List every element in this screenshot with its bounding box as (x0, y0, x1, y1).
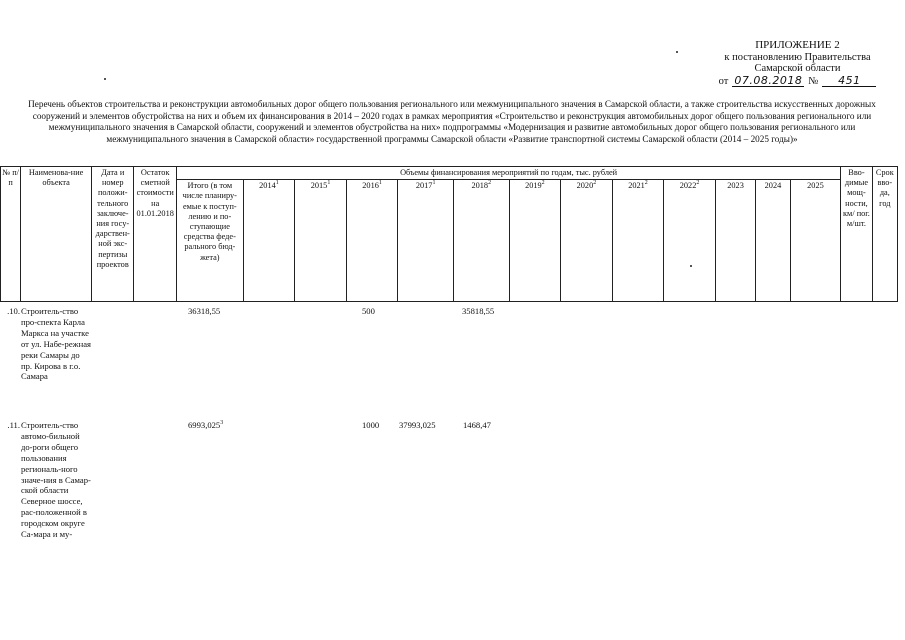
row-value-2018: 1468,47 (463, 420, 491, 430)
header-year-2017: 2017$^1$ (398, 180, 454, 302)
header-year-2016: 2016$^1$ (346, 180, 398, 302)
scan-speck (676, 51, 678, 53)
header-name: Наименова-ние объекта (21, 167, 92, 302)
row-number: .11. (7, 420, 20, 430)
header-year-2014: 2014$^1$ (243, 180, 295, 302)
appendix-line-2: Самарской области (754, 63, 841, 74)
row-value-2018: 35818,55 (462, 306, 495, 316)
header-funding: Объемы финансирования мероприятий по годам, тыс. рублей (176, 167, 840, 180)
header-year-2024: 2024 (756, 180, 790, 302)
header-year-2021: 2021$^2$ (612, 180, 664, 302)
header-year-2018: 2018$^2$ (453, 180, 509, 302)
row-value-2016: 1000 (362, 420, 380, 430)
appendix-block (700, 40, 895, 87)
handwritten-date: 07.08.2018 (734, 73, 803, 87)
header-commissioned: Вво-димые мощ-ности, км/ пог. м/шт. (841, 167, 872, 302)
header-year-2020: 2020$^2$ (561, 180, 613, 302)
appendix-date-line (700, 75, 895, 88)
appendix-line-1: к постановлению Правительства (724, 51, 871, 63)
header-expertise-date: Дата и номер положи-тельного заключе-ния госу-дарствен-ной экс-пертизы проектов (92, 167, 134, 302)
header-year-2022: 2022$^2$ (664, 180, 716, 302)
row-total: 36318,55 (188, 306, 221, 316)
row-object-name: Строитель-ство автомо-бильной до-роги общего пользования региональ-ного значе-ния в Самар-ской области Северное шоссе, рас-положенной в городском округе Са-мара и му- (21, 420, 91, 540)
row-value-2017: 37993,025 (399, 420, 436, 430)
row-total: 6993,025$^3$ (188, 420, 224, 430)
header-balance: Остаток сметной стоимости на 01.01.2018 (134, 167, 176, 302)
document-title: Перечень объектов строительства и реконструкции автомобильных дорог общего пользования регионального или межмуниципального значения в Самарской области, а также строительства искусственных дорожных сооружений и элементов обустройства на них и объем их финансирования в 2014 – 2020 годах в рамках мероприятия «Строительство и реконструкция автомобильных дорог общего пользования регионального или межмуниципального значения в Самарской области, сооружений и элементов обустройства на них» подпрограммы «Модернизация и развитие автомобильных дорог общего пользования регионального или межмуниципального значения в Самарской области» государственной программы Самарской области «Развитие транспортной системы Самарской области (2014 – 2025 годы)» (28, 99, 876, 144)
header-year-2015: 2015$^1$ (295, 180, 347, 302)
row-object-name: Строитель-ство про-спекта Карла Маркса на участке от ул. Набе-режная реки Самары до пр. Кирова в г.о. Самара (21, 306, 91, 382)
number-label: № (808, 75, 819, 87)
header-year-2023: 2023 (715, 180, 755, 302)
from-label: от (718, 75, 729, 87)
funding-table (0, 166, 898, 302)
header-year-2025: 2025 (790, 180, 841, 302)
header-num: № п/п (1, 167, 21, 302)
header-total: Итого (в том числе планиру-емые к поступ-лению и по-ступающие средства феде-рального бюд-жета) (176, 180, 243, 302)
appendix-title: ПРИЛОЖЕНИЕ 2 (755, 39, 840, 51)
header-year-2019: 2019$^2$ (509, 180, 561, 302)
scan-speck (104, 78, 106, 80)
row-value-2016: 500 (362, 306, 375, 316)
row-number: .10. (7, 306, 20, 316)
handwritten-number: 451 (822, 75, 876, 88)
header-term: Срок вво-да, год (872, 167, 897, 302)
